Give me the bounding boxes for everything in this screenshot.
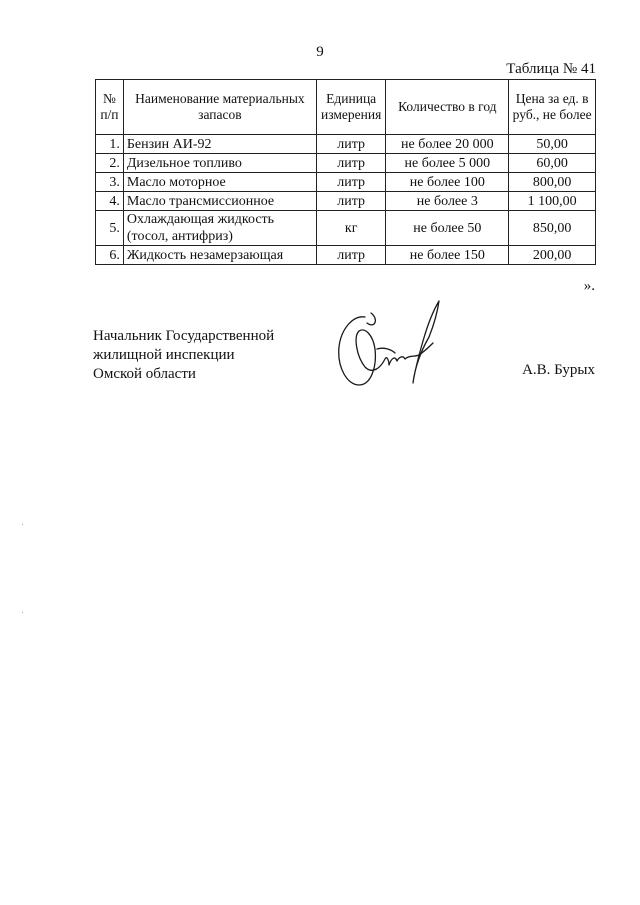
handwritten-signature	[325, 297, 445, 397]
row-qty: не более 20 000	[386, 135, 509, 154]
row-unit: литр	[316, 154, 385, 173]
row-price: 60,00	[509, 154, 596, 173]
row-price: 50,00	[509, 135, 596, 154]
row-qty: не более 5 000	[386, 154, 509, 173]
scan-speck	[22, 612, 23, 613]
header-qty: Количество в год	[386, 80, 509, 135]
signatory-position-line: жилищной инспекции	[93, 347, 235, 363]
table-header-row	[96, 80, 596, 135]
closing-quote-mark: ».	[583, 278, 595, 294]
table-caption: Таблица № 41	[506, 61, 596, 77]
page-number: 9	[316, 44, 324, 60]
row-price: 1 100,00	[509, 192, 596, 211]
table-row	[96, 192, 596, 211]
table-row	[96, 211, 596, 246]
header-num: № п/п	[96, 80, 124, 135]
row-unit: литр	[316, 173, 385, 192]
row-unit: кг	[316, 211, 385, 246]
row-name: Бензин АИ-92	[123, 135, 316, 154]
signatory-position-line: Омской области	[93, 366, 196, 382]
row-num: 6.	[96, 246, 124, 265]
row-name: Масло моторное	[123, 173, 316, 192]
row-num: 3.	[96, 173, 124, 192]
signatory-position-line: Начальник Государственной	[93, 328, 275, 344]
signatory-name: А.В. Бурых	[522, 362, 595, 378]
table-row	[96, 246, 596, 265]
row-price: 200,00	[509, 246, 596, 265]
row-num: 1.	[96, 135, 124, 154]
row-qty: не более 50	[386, 211, 509, 246]
row-qty: не более 3	[386, 192, 509, 211]
table-row	[96, 173, 596, 192]
table-row	[96, 154, 596, 173]
header-unit: Единица измерения	[316, 80, 385, 135]
materials-table	[95, 79, 596, 265]
row-name: Жидкость незамерзающая	[123, 246, 316, 265]
row-qty: не более 100	[386, 173, 509, 192]
row-name: Дизельное топливо	[123, 154, 316, 173]
row-unit: литр	[316, 135, 385, 154]
signatory-position	[93, 327, 274, 384]
row-num: 2.	[96, 154, 124, 173]
header-price: Цена за ед. в руб., не более	[509, 80, 596, 135]
row-unit: литр	[316, 192, 385, 211]
table-row	[96, 135, 596, 154]
row-unit: литр	[316, 246, 385, 265]
scan-speck	[22, 524, 23, 525]
row-price: 800,00	[509, 173, 596, 192]
row-num: 4.	[96, 192, 124, 211]
header-name: Наименование материальных запасов	[123, 80, 316, 135]
row-price: 850,00	[509, 211, 596, 246]
row-num: 5.	[96, 211, 124, 246]
row-qty: не более 150	[386, 246, 509, 265]
row-name: Охлаждающая жидкость (тосол, антифриз)	[123, 211, 316, 246]
row-name: Масло трансмиссионное	[123, 192, 316, 211]
